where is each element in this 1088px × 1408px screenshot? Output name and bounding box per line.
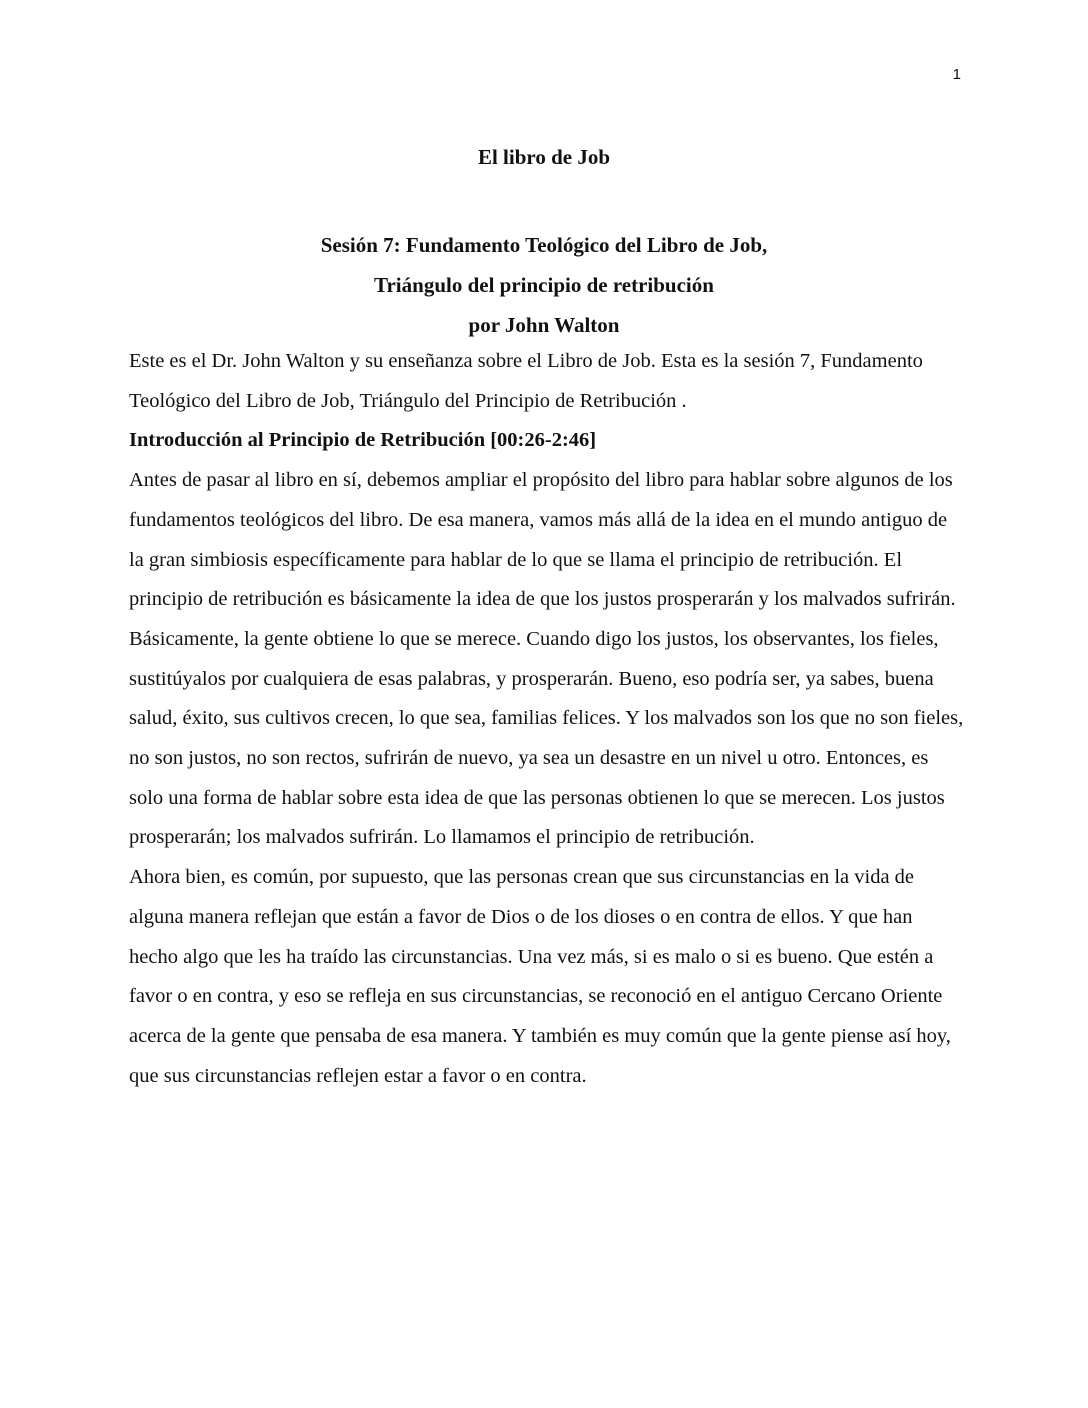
page-number: 1 (952, 66, 961, 83)
session-subtitle: Triángulo del principio de retribución (374, 273, 714, 297)
body-paragraph-2: Ahora bien, es común, por supuesto, que las personas crean que sus circunstancias en la vida de alguna manera reflejan que están a favor de Dios o de los dioses o en contra de ellos. Y que han hecho algo que les ha traído las circunstancias. Una vez más, si es malo o si es bueno. Que estén a favor o en contra, y eso se refleja en sus circunstancias, se reconoció en el antiguo Cercano Oriente acerca de la gente que pensaba de esa manera. Y también es muy común que la gente piense así hoy, que sus circunstancias reflejen estar a favor o en contra. (129, 866, 951, 1087)
session-header (0, 225, 1088, 345)
session-title: Sesión 7: Fundamento Teológico del Libro de Job, (320, 233, 768, 257)
author-line: por John Walton (468, 313, 620, 337)
body-text (129, 342, 964, 1096)
intro-paragraph: Este es el Dr. John Walton y su enseñanza sobre el Libro de Job. Esta es la sesión 7, Fundamento Teológico del Libro de Job, Triángulo del Principio de Retribución . (129, 350, 923, 412)
section-heading: Introducción al Principio de Retribución [00:26-2:46] (129, 429, 597, 452)
book-title: El libro de Job (477, 145, 611, 169)
body-paragraph-1: Antes de pasar al libro en sí, debemos ampliar el propósito del libro para hablar sobre algunos de los fundamentos teológicos del libro. De esa manera, vamos más allá de la idea en el mundo antiguo de la gran simbiosis específicamente para hablar de lo que se llama el principio de retribución. El principio de retribución es básicamente la idea de que los justos prosperarán y los malvados sufrirán. Básicamente, la gente obtiene lo que se merece. Cuando digo los justos, los observantes, los fieles, sustitúyalos por cualquiera de esas palabras, y prosperarán. Bueno, eso podría ser, ya sabes, buena salud, éxito, sus cultivos crecen, lo que sea, familias felices. Y los malvados son los que no son fieles, no son justos, no son rectos, sufrirán de nuevo, ya sea un desastre en un nivel u otro. Entonces, es solo una forma de hablar sobre esta idea de que las personas obtienen lo que se merecen. Los justos prosperarán; los malvados sufrirán. Lo llamamos el principio de retribución. (129, 469, 964, 849)
